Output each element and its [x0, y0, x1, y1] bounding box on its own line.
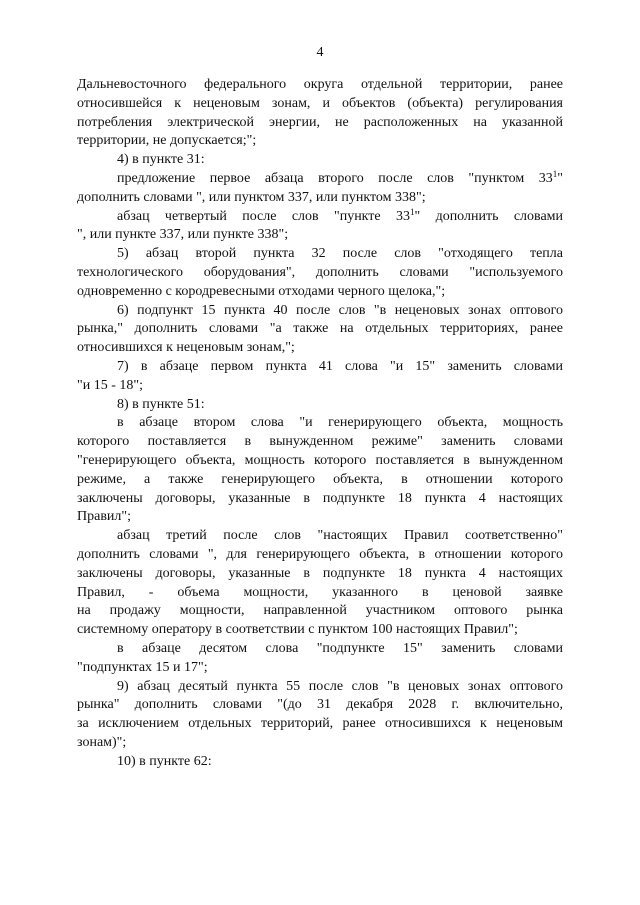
text-line: Правил, - объема мощности, указанного в ценовой заявке: [77, 584, 563, 600]
text-line: одновременно с кородревесными отходами черного щелока,";: [77, 283, 446, 299]
document-body: [77, 76, 563, 771]
document-paragraph: [77, 414, 563, 527]
text-line: 7) в абзаце первом пункта 41 слова "и 15" заменить словами: [117, 358, 563, 374]
text-line: в абзаце втором слова "и генерирующего объекта, мощность: [117, 415, 563, 431]
document-paragraph: [77, 527, 563, 640]
text-line: потребления электрической энергии, не расположенных на указанной: [77, 114, 563, 130]
document-paragraph: [77, 302, 563, 358]
text-line: заключены договоры, указанные в подпункте 18 пункта 4 настоящих: [77, 565, 563, 581]
document-paragraph: [77, 170, 563, 208]
text-line: рынка" дополнить словами "(до 31 декабря 2028 г. включительно,: [77, 697, 563, 713]
text-line: Правил";: [77, 509, 132, 525]
text-line: режиме, а также генерирующего объекта, в отношении которого: [77, 471, 563, 487]
document-paragraph: [77, 358, 563, 396]
text-line: 4) в пункте 31:: [117, 152, 205, 168]
text-line: технологического оборудования", дополнить словами "используемого: [77, 264, 563, 280]
text-line: относившейся к неценовым зонам, и объектов (объекта) регулирования: [77, 95, 563, 111]
text-line: ", или пункте 337, или пункте 338";: [77, 227, 289, 243]
document-paragraph: [77, 753, 563, 772]
text-line: относившихся к неценовым зонам,";: [77, 340, 295, 356]
text-line: системному оператору в соответствии с пунктом 100 настоящих Правил";: [77, 622, 518, 638]
text-line: заключены договоры, указанные в подпункте 18 пункта 4 настоящих: [77, 490, 563, 506]
document-paragraph: [77, 396, 563, 415]
text-line: абзац третий после слов "настоящих Правил соответственно": [117, 528, 563, 544]
document-paragraph: [77, 76, 563, 151]
text-line: в абзаце десятом слова "подпункте 15" заменить словами: [117, 640, 563, 656]
text-line: на продажу мощности, направленной участником оптового рынка: [77, 603, 563, 619]
text-line: зонам)";: [77, 734, 127, 750]
document-paragraph: [77, 640, 563, 678]
document-paragraph: [77, 151, 563, 170]
text-line: рынка," дополнить словами "а также на отдельных территориях, ранее: [77, 321, 563, 337]
text-line: 8) в пункте 51:: [117, 396, 205, 412]
text-line: 6) подпункт 15 пункта 40 после слов "в неценовых зонах оптового: [117, 302, 563, 318]
text-line: дополнить словами ", для генерирующего объекта, в отношении которого: [77, 546, 563, 562]
page-number: 4: [316, 45, 324, 60]
document-paragraph: [77, 678, 563, 753]
text-line: "и 15 - 18";: [77, 377, 143, 393]
text-line: "подпунктах 15 и 17";: [77, 659, 208, 675]
text-line: территории, не допускается;";: [77, 133, 257, 149]
text-line: предложение первое абзаца второго после слов "пунктом $33^1$": [117, 168, 563, 186]
text-line: 10) в пункте 62:: [117, 753, 212, 769]
text-line: которого поставляется в вынужденном режиме" заменить словами: [77, 434, 563, 450]
text-line: за исключением отдельных территорий, ранее относившихся к неценовым: [77, 716, 563, 732]
text-line: дополнить словами ", или пунктом 337, или пунктом 338";: [77, 189, 426, 205]
text-line: абзац четвертый после слов "пункте $33^1$" дополнить словами: [117, 206, 564, 224]
text-line: 9) абзац десятый пункта 55 после слов "в ценовых зонах оптового: [117, 678, 563, 694]
document-paragraph: [77, 245, 563, 301]
document-paragraph: [77, 208, 563, 246]
text-line: 5) абзац второй пункта 32 после слов "отходящего тепла: [117, 246, 563, 262]
text-line: "генерирующего объекта, мощность которого поставляется в вынужденном: [77, 452, 563, 468]
text-line: Дальневосточного федерального округа отдельной территории, ранее: [77, 77, 563, 92]
